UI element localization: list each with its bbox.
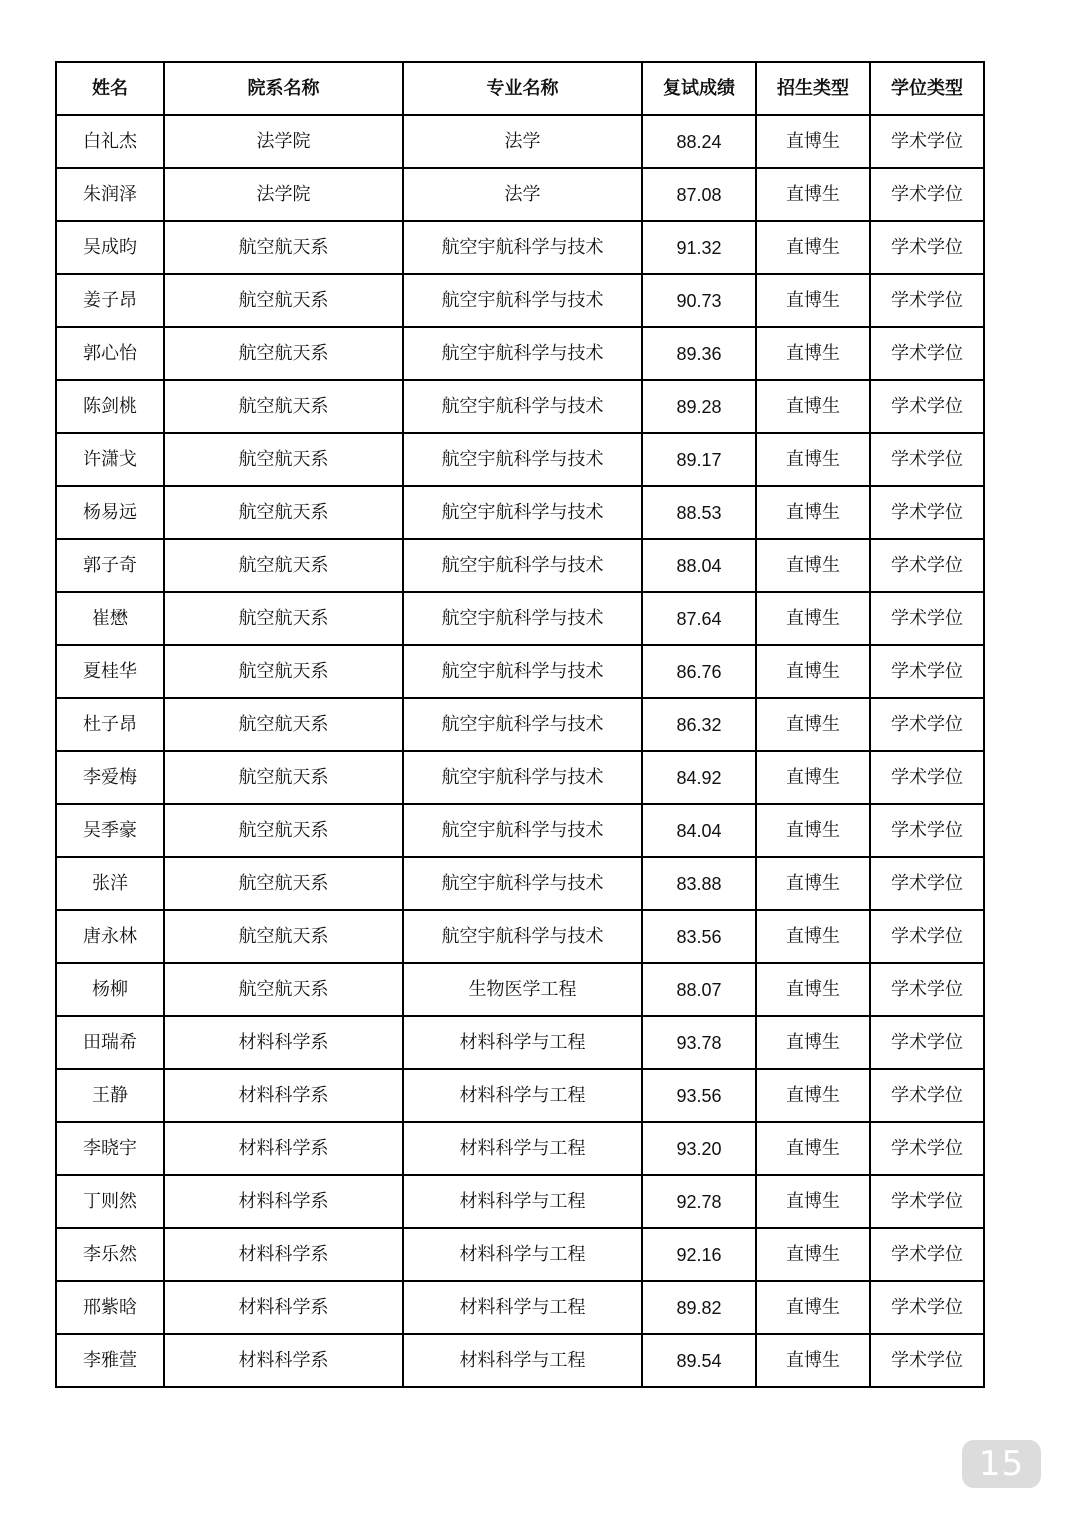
cell-major: 航空宇航科学与技术 — [403, 274, 642, 327]
cell-name: 崔懋 — [56, 592, 164, 645]
cell-major: 航空宇航科学与技术 — [403, 380, 642, 433]
cell-degree: 学术学位 — [870, 1175, 984, 1228]
cell-dept: 材料科学系 — [164, 1175, 403, 1228]
table-row — [56, 1016, 984, 1069]
table-row — [56, 1334, 984, 1387]
cell-major: 航空宇航科学与技术 — [403, 221, 642, 274]
cell-name: 杜子昂 — [56, 698, 164, 751]
cell-score: 88.24 — [642, 115, 756, 168]
table-body — [56, 115, 984, 1387]
cell-type: 直博生 — [756, 963, 870, 1016]
cell-major: 法学 — [403, 115, 642, 168]
cell-type: 直博生 — [756, 115, 870, 168]
cell-dept: 法学院 — [164, 168, 403, 221]
cell-dept: 航空航天系 — [164, 380, 403, 433]
cell-type: 直博生 — [756, 857, 870, 910]
cell-type: 直博生 — [756, 592, 870, 645]
table-row — [56, 963, 984, 1016]
table-row — [56, 168, 984, 221]
cell-degree: 学术学位 — [870, 115, 984, 168]
cell-score: 93.20 — [642, 1122, 756, 1175]
cell-type: 直博生 — [756, 1175, 870, 1228]
cell-name: 夏桂华 — [56, 645, 164, 698]
table-row — [56, 751, 984, 804]
cell-major: 航空宇航科学与技术 — [403, 751, 642, 804]
cell-score: 87.08 — [642, 168, 756, 221]
cell-type: 直博生 — [756, 1069, 870, 1122]
page-number-badge: 15 — [962, 1440, 1041, 1488]
cell-score: 87.64 — [642, 592, 756, 645]
cell-name: 吴成昀 — [56, 221, 164, 274]
cell-name: 李乐然 — [56, 1228, 164, 1281]
table-row — [56, 910, 984, 963]
cell-name: 丁则然 — [56, 1175, 164, 1228]
cell-degree: 学术学位 — [870, 486, 984, 539]
cell-type: 直博生 — [756, 327, 870, 380]
cell-type: 直博生 — [756, 1122, 870, 1175]
cell-name: 唐永林 — [56, 910, 164, 963]
table-row — [56, 857, 984, 910]
table-row — [56, 1175, 984, 1228]
cell-type: 直博生 — [756, 221, 870, 274]
cell-degree: 学术学位 — [870, 963, 984, 1016]
admission-results-table — [55, 61, 985, 1388]
cell-degree: 学术学位 — [870, 1122, 984, 1175]
cell-dept: 航空航天系 — [164, 751, 403, 804]
cell-type: 直博生 — [756, 168, 870, 221]
cell-score: 89.28 — [642, 380, 756, 433]
cell-score: 86.32 — [642, 698, 756, 751]
cell-degree: 学术学位 — [870, 910, 984, 963]
cell-degree: 学术学位 — [870, 433, 984, 486]
cell-type: 直博生 — [756, 804, 870, 857]
cell-score: 86.76 — [642, 645, 756, 698]
cell-major: 航空宇航科学与技术 — [403, 804, 642, 857]
cell-degree: 学术学位 — [870, 1334, 984, 1387]
cell-dept: 法学院 — [164, 115, 403, 168]
cell-type: 直博生 — [756, 1334, 870, 1387]
cell-major: 航空宇航科学与技术 — [403, 592, 642, 645]
cell-degree: 学术学位 — [870, 698, 984, 751]
cell-name: 郭心怡 — [56, 327, 164, 380]
cell-degree: 学术学位 — [870, 751, 984, 804]
cell-type: 直博生 — [756, 433, 870, 486]
cell-score: 89.54 — [642, 1334, 756, 1387]
cell-score: 84.04 — [642, 804, 756, 857]
cell-major: 材料科学与工程 — [403, 1016, 642, 1069]
cell-score: 88.04 — [642, 539, 756, 592]
cell-dept: 材料科学系 — [164, 1334, 403, 1387]
cell-name: 王静 — [56, 1069, 164, 1122]
cell-score: 89.17 — [642, 433, 756, 486]
cell-name: 姜子昂 — [56, 274, 164, 327]
cell-degree: 学术学位 — [870, 645, 984, 698]
cell-score: 93.56 — [642, 1069, 756, 1122]
cell-name: 杨易远 — [56, 486, 164, 539]
cell-major: 航空宇航科学与技术 — [403, 486, 642, 539]
cell-dept: 航空航天系 — [164, 433, 403, 486]
table-row — [56, 1228, 984, 1281]
table-row — [56, 380, 984, 433]
cell-dept: 航空航天系 — [164, 910, 403, 963]
cell-dept: 材料科学系 — [164, 1069, 403, 1122]
table-row — [56, 539, 984, 592]
cell-name: 陈剑桃 — [56, 380, 164, 433]
cell-name: 李晓宇 — [56, 1122, 164, 1175]
header-degree: 学位类型 — [870, 62, 984, 115]
cell-name: 邢紫晗 — [56, 1281, 164, 1334]
cell-major: 材料科学与工程 — [403, 1122, 642, 1175]
cell-score: 83.56 — [642, 910, 756, 963]
cell-dept: 材料科学系 — [164, 1228, 403, 1281]
header-name: 姓名 — [56, 62, 164, 115]
table-row — [56, 698, 984, 751]
table-row — [56, 115, 984, 168]
cell-major: 航空宇航科学与技术 — [403, 327, 642, 380]
cell-major: 航空宇航科学与技术 — [403, 698, 642, 751]
cell-dept: 材料科学系 — [164, 1016, 403, 1069]
cell-type: 直博生 — [756, 539, 870, 592]
cell-type: 直博生 — [756, 274, 870, 327]
table-row — [56, 327, 984, 380]
cell-score: 90.73 — [642, 274, 756, 327]
cell-score: 89.36 — [642, 327, 756, 380]
cell-name: 朱润泽 — [56, 168, 164, 221]
table-row — [56, 1122, 984, 1175]
cell-dept: 航空航天系 — [164, 592, 403, 645]
cell-score: 89.82 — [642, 1281, 756, 1334]
cell-score: 92.78 — [642, 1175, 756, 1228]
cell-name: 李爱梅 — [56, 751, 164, 804]
table-row — [56, 592, 984, 645]
cell-score: 91.32 — [642, 221, 756, 274]
cell-type: 直博生 — [756, 1228, 870, 1281]
cell-score: 83.88 — [642, 857, 756, 910]
cell-degree: 学术学位 — [870, 380, 984, 433]
cell-degree: 学术学位 — [870, 1016, 984, 1069]
header-row — [56, 62, 984, 115]
cell-name: 白礼杰 — [56, 115, 164, 168]
cell-major: 材料科学与工程 — [403, 1281, 642, 1334]
cell-dept: 航空航天系 — [164, 698, 403, 751]
cell-degree: 学术学位 — [870, 1281, 984, 1334]
cell-dept: 航空航天系 — [164, 645, 403, 698]
cell-degree: 学术学位 — [870, 539, 984, 592]
header-dept: 院系名称 — [164, 62, 403, 115]
header-major: 专业名称 — [403, 62, 642, 115]
cell-type: 直博生 — [756, 1016, 870, 1069]
table-row — [56, 645, 984, 698]
cell-degree: 学术学位 — [870, 857, 984, 910]
cell-dept: 航空航天系 — [164, 804, 403, 857]
cell-major: 航空宇航科学与技术 — [403, 539, 642, 592]
cell-score: 88.07 — [642, 963, 756, 1016]
cell-degree: 学术学位 — [870, 1228, 984, 1281]
cell-score: 92.16 — [642, 1228, 756, 1281]
cell-dept: 航空航天系 — [164, 486, 403, 539]
cell-name: 吴季豪 — [56, 804, 164, 857]
cell-degree: 学术学位 — [870, 221, 984, 274]
cell-type: 直博生 — [756, 751, 870, 804]
cell-dept: 航空航天系 — [164, 327, 403, 380]
document-sheet — [55, 61, 985, 1388]
table-row — [56, 1281, 984, 1334]
cell-type: 直博生 — [756, 910, 870, 963]
table-row — [56, 486, 984, 539]
table-row — [56, 804, 984, 857]
cell-dept: 航空航天系 — [164, 274, 403, 327]
cell-dept: 材料科学系 — [164, 1122, 403, 1175]
cell-major: 材料科学与工程 — [403, 1334, 642, 1387]
header-score: 复试成绩 — [642, 62, 756, 115]
cell-dept: 航空航天系 — [164, 221, 403, 274]
cell-major: 法学 — [403, 168, 642, 221]
table-row — [56, 221, 984, 274]
cell-major: 航空宇航科学与技术 — [403, 857, 642, 910]
cell-name: 许潇戈 — [56, 433, 164, 486]
cell-name: 杨柳 — [56, 963, 164, 1016]
cell-degree: 学术学位 — [870, 592, 984, 645]
cell-degree: 学术学位 — [870, 804, 984, 857]
cell-major: 材料科学与工程 — [403, 1069, 642, 1122]
cell-name: 李雅萱 — [56, 1334, 164, 1387]
cell-major: 航空宇航科学与技术 — [403, 433, 642, 486]
cell-degree: 学术学位 — [870, 1069, 984, 1122]
cell-name: 田瑞希 — [56, 1016, 164, 1069]
cell-major: 材料科学与工程 — [403, 1175, 642, 1228]
cell-major: 航空宇航科学与技术 — [403, 910, 642, 963]
cell-type: 直博生 — [756, 486, 870, 539]
cell-name: 张洋 — [56, 857, 164, 910]
cell-major: 航空宇航科学与技术 — [403, 645, 642, 698]
cell-dept: 航空航天系 — [164, 539, 403, 592]
table-row — [56, 1069, 984, 1122]
cell-degree: 学术学位 — [870, 168, 984, 221]
cell-score: 84.92 — [642, 751, 756, 804]
cell-type: 直博生 — [756, 645, 870, 698]
cell-degree: 学术学位 — [870, 327, 984, 380]
cell-name: 郭子奇 — [56, 539, 164, 592]
header-type: 招生类型 — [756, 62, 870, 115]
cell-score: 93.78 — [642, 1016, 756, 1069]
cell-degree: 学术学位 — [870, 274, 984, 327]
cell-type: 直博生 — [756, 1281, 870, 1334]
cell-type: 直博生 — [756, 380, 870, 433]
cell-dept: 航空航天系 — [164, 963, 403, 1016]
cell-major: 材料科学与工程 — [403, 1228, 642, 1281]
cell-dept: 航空航天系 — [164, 857, 403, 910]
cell-score: 88.53 — [642, 486, 756, 539]
table-header — [56, 62, 984, 115]
table-row — [56, 274, 984, 327]
cell-major: 生物医学工程 — [403, 963, 642, 1016]
table-row — [56, 433, 984, 486]
cell-dept: 材料科学系 — [164, 1281, 403, 1334]
cell-type: 直博生 — [756, 698, 870, 751]
